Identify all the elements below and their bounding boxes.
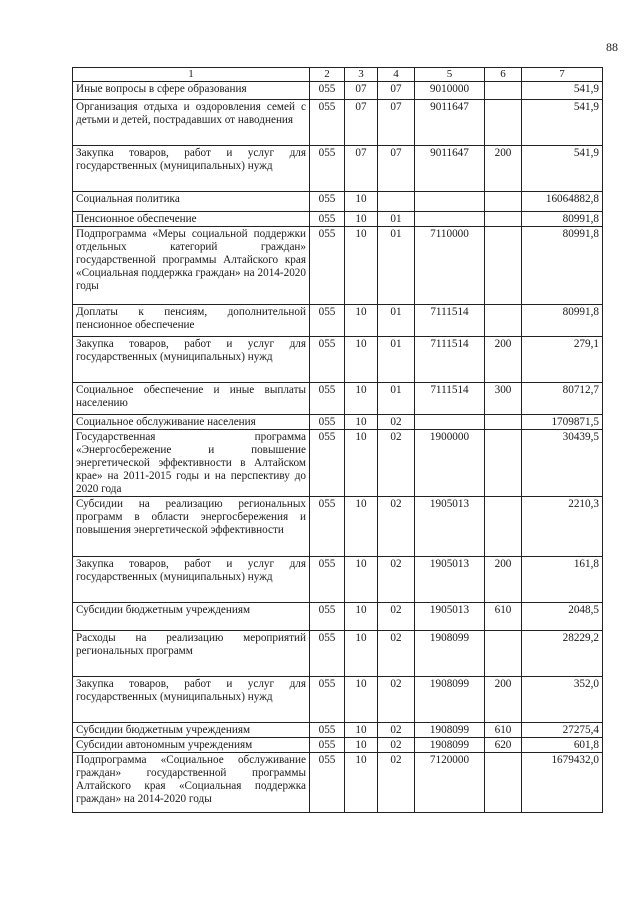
row-name-cell: Доплаты к пенсиям, дополнительной пенсионное обеспечение [73, 305, 310, 337]
target-article-cell: 7111514 [415, 305, 485, 337]
subsection-cell: 07 [378, 100, 415, 146]
row-name-cell: Субсидии на реализацию региональных программ в области энергосбережения и повышения энергетической эффективности [73, 497, 310, 557]
table-row [73, 603, 603, 631]
column-header: 1 [73, 68, 310, 82]
amount-cell: 30439,5 [522, 430, 603, 497]
section-cell: 10 [345, 192, 378, 212]
row-name-cell: Социальное обслуживание населения [73, 415, 310, 430]
column-header: 5 [415, 68, 485, 82]
section-cell: 10 [345, 497, 378, 557]
target-article-cell [415, 415, 485, 430]
expense-type-cell: 200 [485, 677, 522, 723]
expense-type-cell [485, 430, 522, 497]
amount-cell: 80991,8 [522, 227, 603, 305]
target-article-cell: 1905013 [415, 557, 485, 603]
column-header: 4 [378, 68, 415, 82]
admin-code-cell: 055 [310, 557, 345, 603]
page-number: 88 [606, 40, 618, 54]
expense-type-cell [485, 497, 522, 557]
amount-cell: 80712,7 [522, 383, 603, 415]
section-cell: 10 [345, 677, 378, 723]
section-cell: 07 [345, 100, 378, 146]
admin-code-cell: 055 [310, 305, 345, 337]
expense-type-cell [485, 415, 522, 430]
row-name-cell: Расходы на реализацию мероприятий региональных программ [73, 631, 310, 677]
table-row [73, 723, 603, 738]
row-name-cell: Субсидии бюджетным учреждениям [73, 603, 310, 631]
admin-code-cell: 055 [310, 100, 345, 146]
row-name-cell: Закупка товаров, работ и услуг для государственных (муниципальных) нужд [73, 677, 310, 723]
admin-code-cell: 055 [310, 212, 345, 227]
subsection-cell: 02 [378, 738, 415, 753]
amount-cell: 541,9 [522, 146, 603, 192]
amount-cell: 541,9 [522, 100, 603, 146]
section-cell: 10 [345, 430, 378, 497]
row-name-cell: Подпрограмма «Меры социальной поддержки отдельных категорий граждан» государственной программы Алтайского края «Социальная поддержка граждан» на 2014-2020 годы [73, 227, 310, 305]
subsection-cell: 01 [378, 383, 415, 415]
table-row [73, 631, 603, 677]
row-name-cell: Организация отдыха и оздоровления семей с детьми и детей, пострадавших от наводнения [73, 100, 310, 146]
admin-code-cell: 055 [310, 146, 345, 192]
expense-type-cell [485, 227, 522, 305]
expense-type-cell: 200 [485, 337, 522, 383]
column-header: 3 [345, 68, 378, 82]
admin-code-cell: 055 [310, 383, 345, 415]
subsection-cell: 01 [378, 305, 415, 337]
target-article-cell: 7110000 [415, 227, 485, 305]
table-row [73, 753, 603, 813]
target-article-cell: 1908099 [415, 738, 485, 753]
target-article-cell: 1905013 [415, 603, 485, 631]
subsection-cell: 02 [378, 723, 415, 738]
admin-code-cell: 055 [310, 415, 345, 430]
section-cell: 10 [345, 738, 378, 753]
row-name-cell: Закупка товаров, работ и услуг для государственных (муниципальных) нужд [73, 557, 310, 603]
target-article-cell: 1908099 [415, 677, 485, 723]
admin-code-cell: 055 [310, 677, 345, 723]
subsection-cell: 01 [378, 227, 415, 305]
expense-type-cell [485, 100, 522, 146]
expense-type-cell [485, 192, 522, 212]
section-cell: 10 [345, 305, 378, 337]
section-cell: 10 [345, 723, 378, 738]
amount-cell: 80991,8 [522, 212, 603, 227]
amount-cell: 2210,3 [522, 497, 603, 557]
section-cell: 10 [345, 383, 378, 415]
section-cell: 10 [345, 227, 378, 305]
admin-code-cell: 055 [310, 603, 345, 631]
target-article-cell: 7111514 [415, 383, 485, 415]
column-header: 6 [485, 68, 522, 82]
admin-code-cell: 055 [310, 82, 345, 100]
admin-code-cell: 055 [310, 337, 345, 383]
table-row [73, 192, 603, 212]
target-article-cell: 1908099 [415, 631, 485, 677]
amount-cell: 352,0 [522, 677, 603, 723]
amount-cell: 2048,5 [522, 603, 603, 631]
target-article-cell: 9011647 [415, 100, 485, 146]
row-name-cell: Субсидии автономным учреждениям [73, 738, 310, 753]
section-cell: 10 [345, 603, 378, 631]
subsection-cell: 02 [378, 497, 415, 557]
section-cell: 10 [345, 631, 378, 677]
amount-cell: 16064882,8 [522, 192, 603, 212]
amount-cell: 1679432,0 [522, 753, 603, 813]
target-article-cell [415, 192, 485, 212]
column-header: 2 [310, 68, 345, 82]
expense-type-cell: 300 [485, 383, 522, 415]
expense-type-cell [485, 82, 522, 100]
table-row [73, 82, 603, 100]
table-row [73, 100, 603, 146]
expense-type-cell [485, 305, 522, 337]
admin-code-cell: 055 [310, 631, 345, 677]
subsection-cell: 02 [378, 430, 415, 497]
section-cell: 10 [345, 557, 378, 603]
target-article-cell: 7120000 [415, 753, 485, 813]
section-cell: 07 [345, 82, 378, 100]
table-row [73, 227, 603, 305]
subsection-cell: 02 [378, 631, 415, 677]
table-row [73, 557, 603, 603]
budget-table [72, 67, 603, 813]
admin-code-cell: 055 [310, 723, 345, 738]
expense-type-cell [485, 753, 522, 813]
subsection-cell: 01 [378, 212, 415, 227]
target-article-cell: 7111514 [415, 337, 485, 383]
section-cell: 10 [345, 415, 378, 430]
amount-cell: 27275,4 [522, 723, 603, 738]
row-name-cell: Государственная программа «Энергосбережение и повышение энергетической эффективности в Алтайском крае» на 2011-2015 годы и на перспективу до 2020 года [73, 430, 310, 497]
subsection-cell: 07 [378, 146, 415, 192]
target-article-cell: 1905013 [415, 497, 485, 557]
table-row [73, 337, 603, 383]
amount-cell: 28229,2 [522, 631, 603, 677]
expense-type-cell [485, 631, 522, 677]
admin-code-cell: 055 [310, 227, 345, 305]
target-article-cell [415, 212, 485, 227]
amount-cell: 1709871,5 [522, 415, 603, 430]
expense-type-cell [485, 212, 522, 227]
table-row [73, 383, 603, 415]
expense-type-cell: 610 [485, 723, 522, 738]
column-header: 7 [522, 68, 603, 82]
admin-code-cell: 055 [310, 192, 345, 212]
table-row [73, 497, 603, 557]
amount-cell: 80991,8 [522, 305, 603, 337]
target-article-cell: 9010000 [415, 82, 485, 100]
table-row [73, 212, 603, 227]
admin-code-cell: 055 [310, 497, 345, 557]
table-row [73, 415, 603, 430]
row-name-cell: Пенсионное обеспечение [73, 212, 310, 227]
admin-code-cell: 055 [310, 430, 345, 497]
admin-code-cell: 055 [310, 738, 345, 753]
table-row [73, 677, 603, 723]
amount-cell: 161,8 [522, 557, 603, 603]
expense-type-cell: 610 [485, 603, 522, 631]
table-row [73, 430, 603, 497]
amount-cell: 541,9 [522, 82, 603, 100]
target-article-cell: 1908099 [415, 723, 485, 738]
target-article-cell: 1900000 [415, 430, 485, 497]
target-article-cell: 9011647 [415, 146, 485, 192]
table-header-row [73, 68, 603, 82]
amount-cell: 279,1 [522, 337, 603, 383]
section-cell: 10 [345, 337, 378, 383]
row-name-cell: Социальное обеспечение и иные выплаты населению [73, 383, 310, 415]
row-name-cell: Закупка товаров, работ и услуг для государственных (муниципальных) нужд [73, 337, 310, 383]
row-name-cell: Субсидии бюджетным учреждениям [73, 723, 310, 738]
expense-type-cell: 200 [485, 146, 522, 192]
subsection-cell: 02 [378, 557, 415, 603]
subsection-cell: 02 [378, 753, 415, 813]
table-row [73, 305, 603, 337]
section-cell: 10 [345, 212, 378, 227]
section-cell: 07 [345, 146, 378, 192]
section-cell: 10 [345, 753, 378, 813]
subsection-cell [378, 192, 415, 212]
amount-cell: 601,8 [522, 738, 603, 753]
expense-type-cell: 200 [485, 557, 522, 603]
subsection-cell: 01 [378, 337, 415, 383]
subsection-cell: 02 [378, 415, 415, 430]
row-name-cell: Подпрограмма «Социальное обслуживание граждан» государственной программы Алтайского края «Социальная поддержка граждан» на 2014-2020 годы [73, 753, 310, 813]
row-name-cell: Закупка товаров, работ и услуг для государственных (муниципальных) нужд [73, 146, 310, 192]
expense-type-cell: 620 [485, 738, 522, 753]
row-name-cell: Социальная политика [73, 192, 310, 212]
admin-code-cell: 055 [310, 753, 345, 813]
subsection-cell: 02 [378, 677, 415, 723]
row-name-cell: Иные вопросы в сфере образования [73, 82, 310, 100]
subsection-cell: 02 [378, 603, 415, 631]
table-row [73, 146, 603, 192]
subsection-cell: 07 [378, 82, 415, 100]
table-row [73, 738, 603, 753]
